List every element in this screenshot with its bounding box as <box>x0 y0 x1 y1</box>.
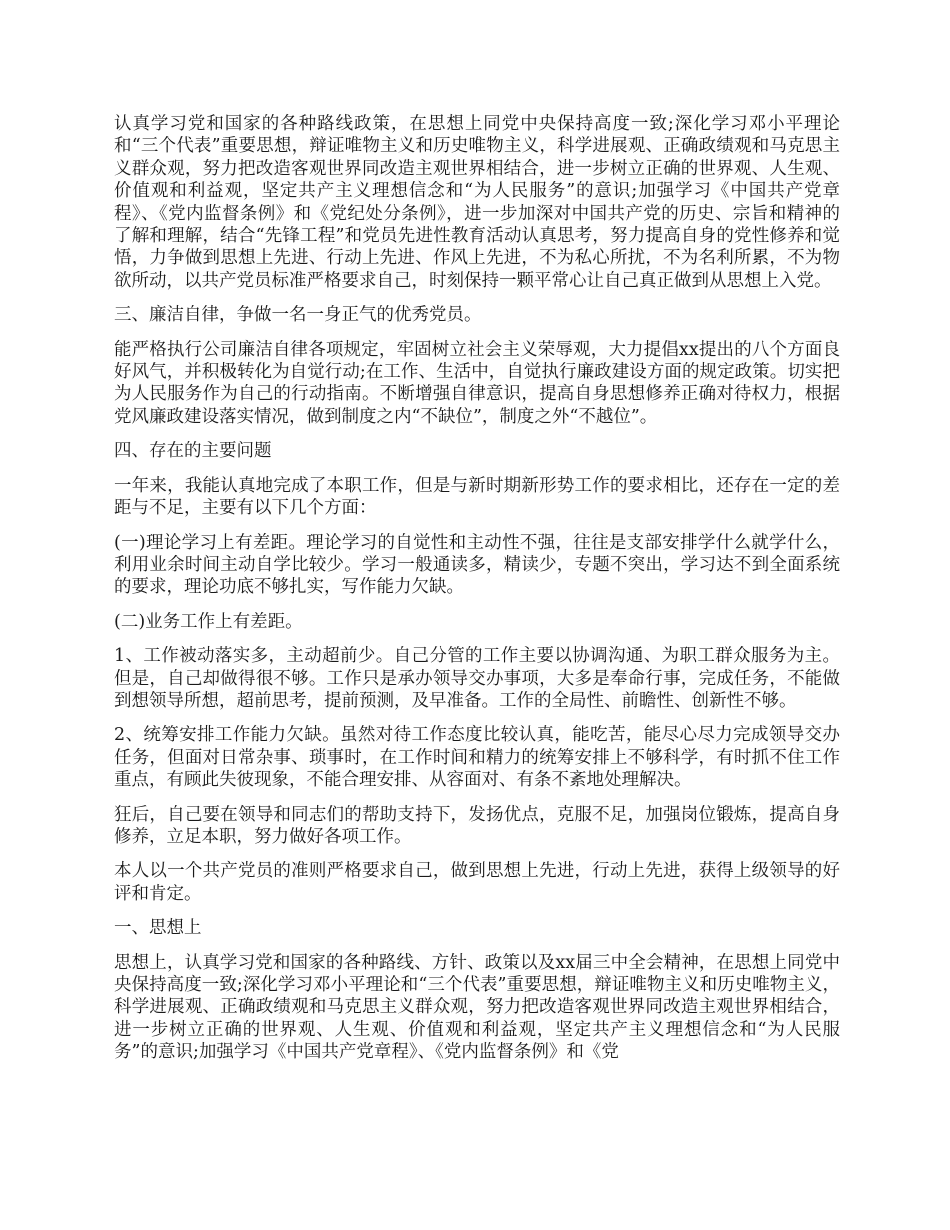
heading-section-four: 四、存在的主要问题 <box>114 441 272 462</box>
paragraph-item-two: 2、统筹安排工作能力欠缺。虽然对待工作态度比较认真，能吃苦，能尽心尽力完成领导交办任务，但面对日常杂事、琐事时，在工作时间和精力的统筹安排上不够科学，有时抓不住工作重点，有顾此失彼现象，不能合理安排、从容面对、有条不紊地处理解决。 <box>114 725 840 791</box>
paragraph-study-policy: 认真学习党和国家的各种路线政策，在思想上同党中央保持高度一致;深化学习邓小平理论和“三个代表”重要思想，辩证唯物主义和历史唯物主义，科学进展观、正确政绩观和马克思主义群众观，努力把改造客观世界同改造主观世界相结合，进一步树立正确的世界观、人生观、价值观和利益观，坚定共产主义理想信念和“为人民服务”的意识;加强学习《中国共产党章程》、《党内监督条例》和《党纪处分条例》，进一步加深对中国共产党的历史、宗旨和精神的了解和理解，结合“先锋工程”和党员先进性教育活动认真思考，努力提高自身的党性修养和觉悟，力争做到思想上先进、行动上先进、作风上先进，不为私心所扰，不为名利所累，不为物欲所动，以共产党员标准严格要求自己，时刻保持一颗平常心让自己真正做到从思想上入党。 <box>114 114 840 291</box>
document-body <box>114 113 840 1076</box>
paragraph-item-one: 1、工作被动落实多，主动超前少。自己分管的工作主要以协调沟通、为职工群众服务为主。但是，自己却做得很不够。工作只是承办领导交办事项，大多是奉命行事，完成任务，不能做到想领导所想，超前思考，提前预测，及早准备。工作的全局性、前瞻性、创新性不够。 <box>114 646 840 711</box>
paragraph-theory-gap: (一)理论学习上有差距。理论学习的自觉性和主动性不强，往往是支部安排学什么就学什么，利用业余时间主动自学比较少。学习一般通读多，精读少，专题不突出，学习达不到全面系统的要求，理论功底不够扎实，写作能力欠缺。 <box>114 532 840 598</box>
heading-section-three: 三、廉洁自律，争做一名一身正气的优秀党员。 <box>114 305 482 326</box>
paragraph-self-discipline: 能严格执行公司廉洁自律各项规定，牢固树立社会主义荣辱观，大力提倡xx提出的八个方面良好风气，并积极转化为自觉行动;在工作、生活中，自觉执行廉政建设方面的规定政策。切实把为人民服务作为自己的行动指南。不断增强自律意识，提高自身思想修养正确对待权力，根据党风廉政建设落实情况，做到制度之内“不缺位”，制度之外“不越位”。 <box>114 339 840 427</box>
heading-section-one: 一、思想上 <box>114 918 202 939</box>
paragraph-thought: 思想上，认真学习党和国家的各种路线、方针、政策以及xx届三中全会精神，在思想上同党中央保持高度一致;深化学习邓小平理论和“三个代表”重要思想，辩证唯物主义和历史唯物主义，科学进展观、正确政绩观和马克思主义群众观，努力把改造客观世界同改造主观世界相结合，进一步树立正确的世界观、人生观、价值观和利益观，坚定共产主义理想信念和“为人民服务”的意识;加强学习《中国共产党章程》、《党内监督条例》和《党 <box>114 952 840 1063</box>
paragraph-future-plan: 狂后，自己要在领导和同志们的帮助支持下，发扬优点，克服不足，加强岗位锻炼，提高自身修养，立足本职，努力做好各项工作。 <box>114 804 840 847</box>
paragraph-self-requirement: 本人以一个共产党员的准则严格要求自己，做到思想上先进，行动上先进，获得上级领导的好评和肯定。 <box>114 861 840 904</box>
paragraph-business-gap: (二)业务工作上有差距。 <box>114 611 303 632</box>
paragraph-problems-intro: 一年来，我能认真地完成了本职工作，但是与新时期新形势工作的要求相比，还存在一定的差距与不足，主要有以下几个方面： <box>114 475 840 519</box>
